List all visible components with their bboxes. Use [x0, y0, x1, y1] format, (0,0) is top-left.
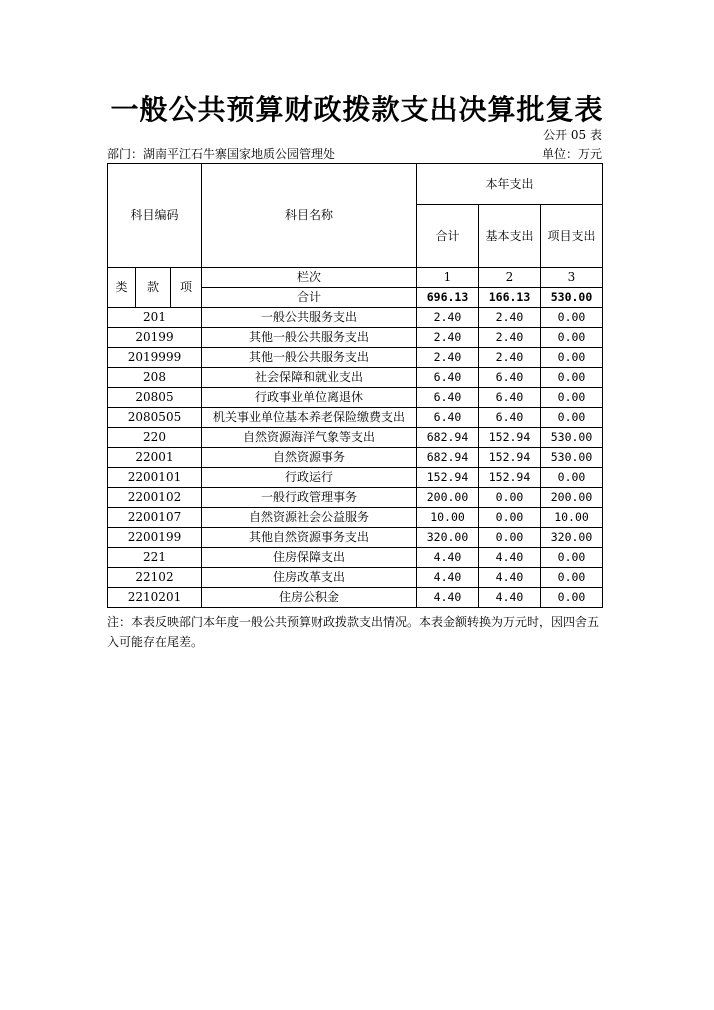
amount-project: 530.00	[541, 428, 603, 448]
header-kuan: 款	[136, 268, 171, 308]
header-xiang: 项	[171, 268, 202, 308]
table-row	[108, 408, 603, 428]
header-project-expense: 项目支出	[541, 205, 603, 268]
header-subject-name: 科目名称	[202, 164, 417, 268]
subject-code: 201	[108, 308, 202, 328]
header-basic-expense: 基本支出	[479, 205, 541, 268]
amount-total: 6.40	[417, 408, 479, 428]
form-number: 公开 05 表	[543, 128, 602, 142]
header-lei: 类	[108, 268, 136, 308]
subject-code: 2200199	[108, 528, 202, 548]
amount-project: 200.00	[541, 488, 603, 508]
header-year-expense: 本年支出	[417, 164, 603, 205]
total-project: 530.00	[541, 288, 603, 308]
subject-code: 221	[108, 548, 202, 568]
amount-project: 0.00	[541, 588, 603, 608]
subject-name: 住房公积金	[202, 588, 417, 608]
subject-name: 自然资源海洋气象等支出	[202, 428, 417, 448]
amount-basic: 6.40	[479, 388, 541, 408]
amount-basic: 2.40	[479, 308, 541, 328]
amount-total: 4.40	[417, 588, 479, 608]
amount-project: 0.00	[541, 308, 603, 328]
table-row	[108, 328, 603, 348]
subject-code: 20805	[108, 388, 202, 408]
subject-name: 自然资源社会公益服务	[202, 508, 417, 528]
amount-project: 530.00	[541, 448, 603, 468]
amount-total: 6.40	[417, 388, 479, 408]
table-row	[108, 308, 603, 328]
amount-basic: 4.40	[479, 548, 541, 568]
table-row	[108, 568, 603, 588]
table-row	[108, 508, 603, 528]
subject-name: 社会保障和就业支出	[202, 368, 417, 388]
subject-name: 其他一般公共服务支出	[202, 348, 417, 368]
header-subject-code: 科目编码	[108, 164, 202, 268]
subject-code: 2200101	[108, 468, 202, 488]
amount-total: 2.40	[417, 328, 479, 348]
amount-project: 0.00	[541, 388, 603, 408]
subject-code: 2210201	[108, 588, 202, 608]
unit-label: 单位：万元	[541, 147, 602, 161]
footnote: 注：本表反映部门本年度一般公共预算财政拨款支出情况。本表金额转换为万元时，因四舍五入可能存在尾差。	[107, 615, 600, 649]
expense-table	[107, 163, 603, 608]
amount-project: 0.00	[541, 328, 603, 348]
total-basic: 166.13	[479, 288, 541, 308]
table-row	[108, 548, 603, 568]
amount-total: 152.94	[417, 468, 479, 488]
subject-code: 22102	[108, 568, 202, 588]
amount-total: 10.00	[417, 508, 479, 528]
table-row	[108, 388, 603, 408]
subject-name: 其他一般公共服务支出	[202, 328, 417, 348]
subject-name: 自然资源事务	[202, 448, 417, 468]
amount-total: 6.40	[417, 368, 479, 388]
amount-basic: 0.00	[479, 488, 541, 508]
amount-total: 682.94	[417, 448, 479, 468]
department-label: 部门：湖南平江石牛寨国家地质公园管理处	[107, 147, 336, 161]
subject-code: 22001	[108, 448, 202, 468]
table-row	[108, 428, 603, 448]
page-title: 一般公共预算财政拨款支出决算批复表	[110, 93, 604, 126]
subject-code: 2019999	[108, 348, 202, 368]
amount-basic: 2.40	[479, 328, 541, 348]
header-col-3: 3	[541, 268, 603, 288]
table-row	[108, 528, 603, 548]
subject-name: 行政事业单位离退休	[202, 388, 417, 408]
amount-project: 0.00	[541, 348, 603, 368]
amount-basic: 0.00	[479, 508, 541, 528]
subject-code: 2200107	[108, 508, 202, 528]
amount-basic: 152.94	[479, 428, 541, 448]
amount-project: 10.00	[541, 508, 603, 528]
table-row	[108, 588, 603, 608]
subject-code: 20199	[108, 328, 202, 348]
amount-total: 682.94	[417, 428, 479, 448]
amount-basic: 4.40	[479, 568, 541, 588]
amount-total: 2.40	[417, 348, 479, 368]
amount-project: 0.00	[541, 368, 603, 388]
amount-basic: 6.40	[479, 408, 541, 428]
table-row	[108, 368, 603, 388]
subject-code: 2200102	[108, 488, 202, 508]
amount-basic: 152.94	[479, 468, 541, 488]
total-amount: 696.13	[417, 288, 479, 308]
amount-total: 2.40	[417, 308, 479, 328]
subject-code: 208	[108, 368, 202, 388]
amount-basic: 152.94	[479, 448, 541, 468]
subject-name: 住房改革支出	[202, 568, 417, 588]
amount-total: 4.40	[417, 568, 479, 588]
amount-project: 0.00	[541, 408, 603, 428]
subject-name: 机关事业单位基本养老保险缴费支出	[202, 408, 417, 428]
amount-total: 320.00	[417, 528, 479, 548]
total-label: 合计	[202, 288, 417, 308]
table-row	[108, 468, 603, 488]
table-row	[108, 348, 603, 368]
amount-basic: 2.40	[479, 348, 541, 368]
subject-name: 其他自然资源事务支出	[202, 528, 417, 548]
subject-name: 一般公共服务支出	[202, 308, 417, 328]
amount-project: 0.00	[541, 468, 603, 488]
amount-total: 200.00	[417, 488, 479, 508]
subject-code: 220	[108, 428, 202, 448]
header-col-2: 2	[479, 268, 541, 288]
amount-project: 0.00	[541, 548, 603, 568]
subject-code: 2080505	[108, 408, 202, 428]
amount-basic: 4.40	[479, 588, 541, 608]
header-total: 合计	[417, 205, 479, 268]
subject-name: 一般行政管理事务	[202, 488, 417, 508]
subject-name: 行政运行	[202, 468, 417, 488]
header-lanci: 栏次	[202, 268, 417, 288]
amount-basic: 0.00	[479, 528, 541, 548]
subject-name: 住房保障支出	[202, 548, 417, 568]
table-row	[108, 448, 603, 468]
amount-project: 320.00	[541, 528, 603, 548]
amount-total: 4.40	[417, 548, 479, 568]
amount-project: 0.00	[541, 568, 603, 588]
amount-basic: 6.40	[479, 368, 541, 388]
header-col-1: 1	[417, 268, 479, 288]
table-row	[108, 488, 603, 508]
